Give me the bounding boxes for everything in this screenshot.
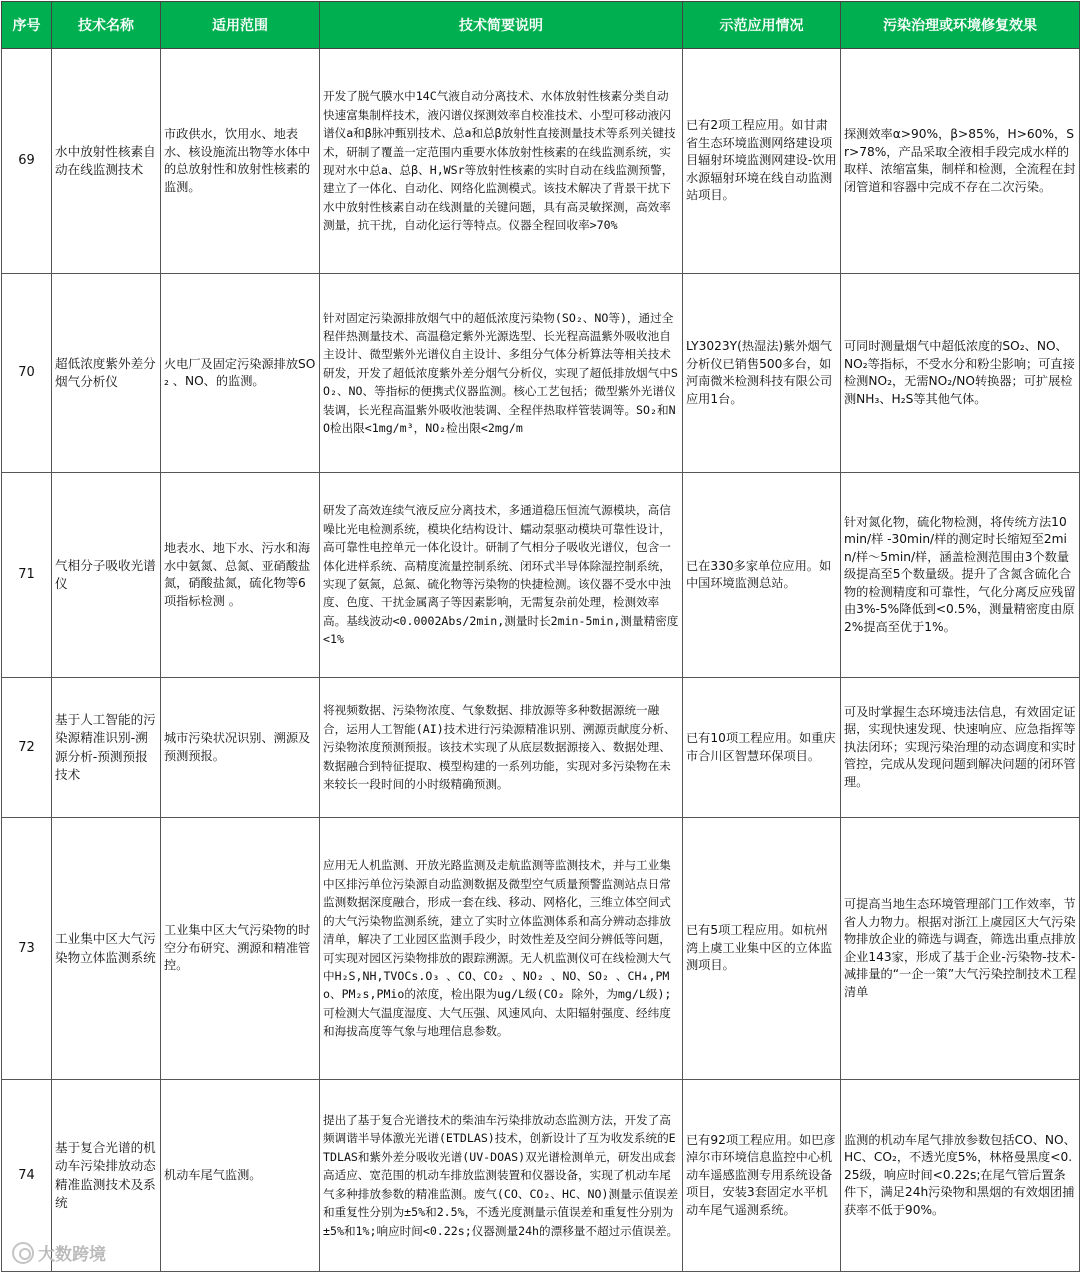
cell-no: 70: [2, 274, 52, 473]
cell-name: 工业集中区大气污染物立体监测系统: [52, 818, 161, 1080]
cell-demo: LY3023Y(热湿法)紫外烟气分析仪已销售500多台，如河南微米检测科技有限公司应用1台。: [683, 274, 841, 473]
cell-no: 73: [2, 818, 52, 1080]
cell-demo: 已有92项工程应用。如巴彦淖尔市环境信息监控中心机动车遥感监测专用系统设备项目，安装3套固定水平机动车尾气遥测系统。: [683, 1080, 841, 1272]
table-row: [2, 1080, 1080, 1272]
header-row: [2, 2, 1080, 49]
cell-name: 基于复合光谱的机动车污染排放动态精准监测技术及系统: [52, 1080, 161, 1272]
cell-scope: 地表水、地下水、污水和海水中氨氮、总氮、亚硝酸盐氮，硝酸盐氮，硫化物等6项指标检测 。: [161, 473, 320, 678]
cell-scope: 机动车尾气监测。: [161, 1080, 320, 1272]
cell-effect: 监测的机动车尾气排放参数包括CO、NO、HC、CO₂，不透光度5%，林格曼黑度<0.25级，响应时间<0.22s;在尾气管后置条件下，满足24h污染物和黑烟的有效烟团捕获率不低于90%。: [841, 1080, 1080, 1272]
cell-effect: 可提高当地生态环境管理部门工作效率，节省人力物力。根据对浙江上虞园区大气污染物排放企业的筛选与调查，筛选出重点排放企业143家，形成了基于企业-污染物-技术-减排量的“一企一策”大气污染控制技术工程清单: [841, 818, 1080, 1080]
table-row: [2, 473, 1080, 678]
cell-desc: 开发了脱气膜水中14C气液自动分离技术、水体放射性核素分类自动快速富集制样技术，液闪谱仪探测效率自校准技术、小型可移动液闪谱仪a和β脉冲甄别技术、总a和总β放射性直接测量技术等系列关键技术，研制了覆盖一定范围内重要水体放射性核素的在线监测系统，实现对水中总a、总β、H,WSr等放射性核素的实时自动在线监测预警，建立了一体化、自动化、网络化监测模式。该技术解决了背景干扰下水中放射性核素自动在线测量的关键问题，具有高灵敏探测，高效率测量，抗干扰，自动化运行等特点。仪器全程回收率>70%: [320, 49, 683, 274]
header-no: 序号: [2, 2, 52, 49]
cell-effect: 针对氮化物，硫化物检测，将传统方法10min/样 -30min/样的测定时长缩短至2min/样～5min/样，涵盖检测范围由3个数量级提高至5个数量级。提升了含氮含硫化合物的检测精度和可靠性，气化分离反应残留由3%-5%降低到<0.5%，测量精密度由原2%提高至优于1%。: [841, 473, 1080, 678]
cell-name: 水中放射性核素自动在线监测技术: [52, 49, 161, 274]
table-row: [2, 678, 1080, 818]
cell-desc: 针对固定污染源排放烟气中的超低浓度污染物(SO₂、NO等)，通过全程伴热测量技术、高温稳定紫外光源选型、长光程高温紫外吸收池自主设计、微型紫外光谱仪自主设计、多组分气体分析算法等相关技术研发，开发了超低浓度紫外差分烟气分析仪，实现了超低排放烟气中SO₂、NO、等指标的便携式仪器监测。核心工艺包括；微型紫外光谱仪装调，长光程高温紫外吸收池装调、全程伴热取样管装调等。SO₂和NO检出限<1mg/m³，NO₂检出限<2mg/m: [320, 274, 683, 473]
header-effect: 污染治理或环境修复效果: [841, 2, 1080, 49]
cell-no: 72: [2, 678, 52, 818]
cell-name: 气相分子吸收光谱仪: [52, 473, 161, 678]
cell-name: 基于人工智能的污染源精准识别-溯源分析-预测预报技术: [52, 678, 161, 818]
cell-scope: 市政供水，饮用水、地表水、核设施流出物等水体中的总放射性和放射性核素的监测。: [161, 49, 320, 274]
cell-demo: 已有2项工程应用。如甘肃省生态环境监测网络建设项目辐射环境监测网建设-饮用水源辐射环境在线自动监测站项目。: [683, 49, 841, 274]
technology-table: [1, 1, 1080, 1272]
cell-no: 74: [2, 1080, 52, 1272]
cell-effect: 可同时测量烟气中超低浓度的SO₂、NO、NO₂等指标，不受水分和粉尘影响；可直接检测NO₂，无需NO₂/NO转换器；可扩展检测NH₃、H₂S等其他气体。: [841, 274, 1080, 473]
header-demo: 示范应用情况: [683, 2, 841, 49]
cell-name: 超低浓度紫外差分烟气分析仪: [52, 274, 161, 473]
table-row: [2, 49, 1080, 274]
header-scope: 适用范围: [161, 2, 320, 49]
table-row: [2, 818, 1080, 1080]
cell-demo: 已在330多家单位应用。如中国环境监测总站。: [683, 473, 841, 678]
cell-effect: 探测效率α>90%，β>85%，H>60%，Sr>78%，产品采取全液相手段完成水样的取样、浓缩富集，制样和检测，全流程在封闭管道和容器中完成不存在二次污染。: [841, 49, 1080, 274]
brand-logo-icon: [12, 1242, 34, 1264]
header-desc: 技术简要说明: [320, 2, 683, 49]
cell-demo: 已有10项工程应用。如重庆市合川区智慧环保项目。: [683, 678, 841, 818]
header-name: 技术名称: [52, 2, 161, 49]
table-row: [2, 274, 1080, 473]
watermark: [12, 1240, 106, 1265]
cell-demo: 已有5项工程应用。如杭州湾上虞工业集中区的立体监测项目。: [683, 818, 841, 1080]
cell-scope: 城市污染状况识别、溯源及预测预报。: [161, 678, 320, 818]
cell-scope: 工业集中区大气污染物的时空分布研究、溯源和精准管控。: [161, 818, 320, 1080]
cell-effect: 可及时掌握生态环境违法信息，有效固定证据，实现快速发现、快速响应、应急指挥等执法闭环；实现污染治理的动态调度和实时管控，完成从发现问题到解决问题的闭环管理。: [841, 678, 1080, 818]
cell-desc: 提出了基于复合光谱技术的柴油车污染排放动态监测方法，开发了高频调谐半导体激光光谱(ETDLAS)技术，创新设计了互为收发系统的ETDLAS和紫外差分吸收光谱(UV-DOAS)双光谱检测单元，研发出成套高适应、宽范围的机动车排放监测装置和仪器设备，实现了机动车尾气多种排放参数的精准监测。废气(CO、CO₂、HC、NO)测量示值误差和重复性分别为±5%和2.5%，不透光度测量示值误差和重复性分别为±5%和1%;响应时间<0.22s;仪器测量24h的漂移量不超过示值误差。: [320, 1080, 683, 1272]
cell-scope: 火电厂及固定污染源排放SO₂ 、NO、的监测。: [161, 274, 320, 473]
cell-no: 69: [2, 49, 52, 274]
cell-no: 71: [2, 473, 52, 678]
cell-desc: 将视频数据、污染物浓度、气象数据、排放源等多种数据源统一融合，运用人工智能(AI)技术进行污染源精准识别、溯源贡献度分析、污染物浓度预测预报。该技术实现了从底层数据源接入、数据处理、数据融合到特征提取、模型构建的一系列功能，实现对多污染物在未来较长一段时间的小时级精确预测。: [320, 678, 683, 818]
watermark-text: 大数跨境: [38, 1245, 106, 1265]
cell-desc: 应用无人机监测、开放光路监测及走航监测等监测技术，并与工业集中区排污单位污染源自动监测数据及微型空气质量预警监测站点日常监测数据深度融合，形成一套在线、移动、网格化，三维立体空间式的大气污染物监测系统，建立了实时立体监测体系和高分辨动态排放清单，解决了工业园区监测手段少，时效性差及空间分辨低等问题，可实现对园区污染物排放的跟踪溯源。无人机监测仪可在线检测大气中H₂S,NH,TVOCs.O₃ 、CO、CO₂ 、NO₂ 、NO、SO₂ 、CH₄,PMo、PM₂s,PMio的浓度，检出限为ug/L级(CO₂ 除外，为mg/L级);可检测大气温度湿度、大气压强、风速风向、太阳辐射强度、经纬度和海拔高度等气象与地理信息参数。: [320, 818, 683, 1080]
cell-desc: 研发了高效连续气液反应分离技术，多通道稳压恒流气源模块，高信噪比光电检测系统，模块化结构设计、蠕动泵驱动模块可靠性设计，高可靠性电控单元一体化设计。研制了气相分子吸收光谱仪，包含一体化进样系统、高精度流量控制系统、闭环式半导体除湿控制系统，实现了氨氮，总氮、硫化物等污染物的快捷检测。该仪器不受水中浊度、色度、干扰金属离子等因素影响，无需复杂前处理，检测效率高。基线波动<0.0002Abs/2min,测量时长2min-5min,测量精密度<1%: [320, 473, 683, 678]
